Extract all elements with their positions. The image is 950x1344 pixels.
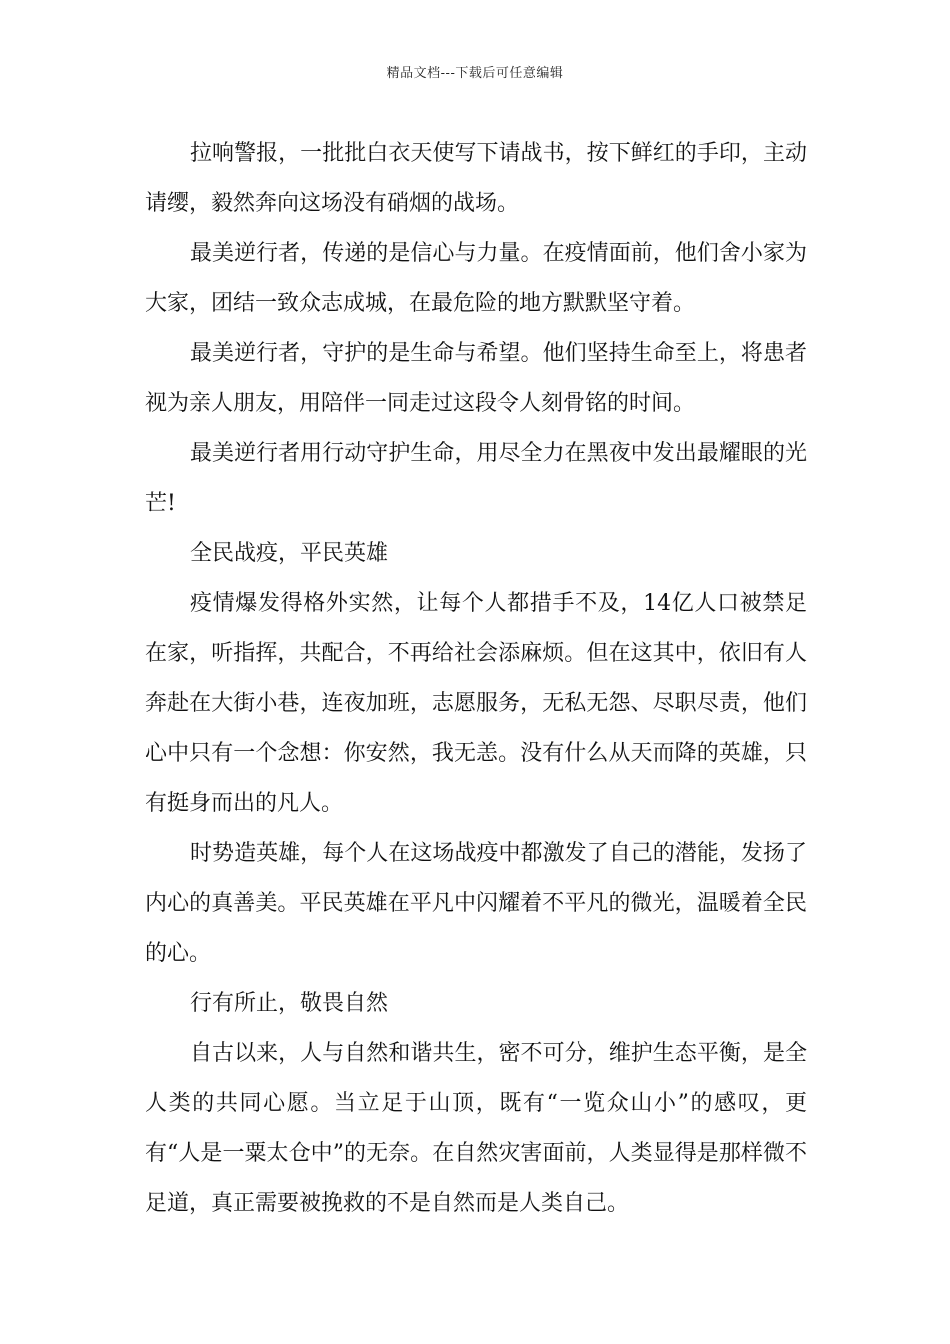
paragraph: 拉响警报，一批批白衣天使写下请战书，按下鲜红的手印，主动请缨，毅然奔向这场没有硝烟的战场。 bbox=[145, 141, 807, 216]
document-body bbox=[145, 129, 807, 1229]
paragraph: 疫情爆发得格外实然，让每个人都措手不及，14亿人口被禁足在家，听指挥，共配合，不再给社会添麻烦。但在这其中，依旧有人奔赴在大街小巷，连夜加班，志愿服务，无私无怨、尽职尽责，他们心中只有一个念想：你安然，我无恙。没有什么从天而降的英雄，只有挺身而出的凡人。 bbox=[145, 591, 807, 816]
paragraph: 最美逆行者，守护的是生命与希望。他们坚持生命至上，将患者视为亲人朋友，用陪伴一同走过这段令人刻骨铭的时间。 bbox=[145, 341, 807, 416]
section-heading: 行有所止，敬畏自然 bbox=[190, 991, 389, 1016]
paragraph: 时势造英雄，每个人在这场战疫中都激发了自己的潜能，发扬了内心的真善美。平民英雄在平凡中闪耀着不平凡的微光，温暖着全民的心。 bbox=[145, 841, 807, 966]
paragraph: 最美逆行者用行动守护生命，用尽全力在黑夜中发出最耀眼的光芒! bbox=[145, 441, 807, 516]
section-heading: 全民战疫，平民英雄 bbox=[190, 541, 389, 566]
paragraph: 最美逆行者，传递的是信心与力量。在疫情面前，他们舍小家为大家，团结一致众志成城，在最危险的地方默默坚守着。 bbox=[145, 241, 807, 316]
paragraph: 自古以来，人与自然和谐共生，密不可分，维护生态平衡，是全人类的共同心愿。当立足于山顶，既有“一览众山小”的感叹，更有“人是一粟太仓中”的无奈。在自然灾害面前，人类显得是那样微不足道，真正需要被挽救的不是自然而是人类自己。 bbox=[145, 1041, 807, 1216]
page-header: 精品文档---下载后可任意编辑 bbox=[386, 66, 564, 81]
